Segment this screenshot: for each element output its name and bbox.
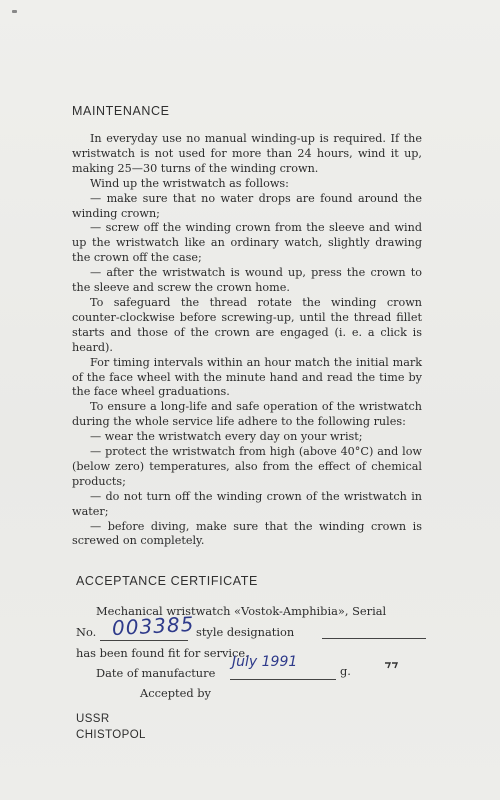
date-handwritten: July 1991 (232, 654, 298, 670)
paragraph: In everyday use no manual winding-up is required. If the wristwatch is not used for more than 24 hours, wind it up, making 25—30 turns of the winding crown. (72, 132, 422, 175)
maintenance-heading: MAINTENANCE (72, 104, 170, 118)
paragraph: — before diving, make sure that the winding crown is screwed on completely. (72, 519, 422, 548)
style-blank (322, 638, 426, 639)
acceptance-heading: ACCEPTANCE CERTIFICATE (76, 574, 258, 588)
ink-mark (384, 654, 398, 662)
paragraph: — after the wristwatch is wound up, press the crown to the sleeve and screw the crown home. (72, 266, 422, 295)
maintenance-body (72, 132, 422, 549)
footer-country: USSR (76, 713, 110, 725)
paragraph: For timing intervals within an hour match the initial mark of the face wheel with the minute hand and read the time by the face wheel graduations. (72, 355, 422, 399)
accepted-label: Accepted by (140, 686, 211, 700)
paragraph: — protect the wristwatch from high (above 40°C) and low (below zero) temperatures, also from the effect of chemical products; (72, 445, 422, 488)
serial-blank (100, 640, 188, 641)
corner-mark (12, 10, 17, 13)
certificate-line: Mechanical wristwatch «Vostok-Amphibia», Serial (96, 604, 387, 618)
paragraph: — wear the wristwatch every day on your wrist; (90, 430, 363, 444)
paragraph: To safeguard the thread rotate the winding crown counter-clockwise before screwing-up, until the thread fillet starts and those of the crown are engaged (i. e. a click is heard). (72, 295, 422, 354)
date-label: Date of manufacture (96, 666, 216, 680)
paragraph: — do not turn off the winding crown of the wristwatch in water; (72, 489, 422, 518)
serial-handwritten: 003385 (111, 611, 195, 641)
paragraph: Wind up the wristwatch as follows: (90, 176, 289, 190)
paragraph: — make sure that no water drops are found around the winding crown; (72, 191, 422, 220)
footer-city: CHISTOPOL (76, 729, 146, 741)
style-label: style designation (196, 625, 295, 639)
serial-label: No. (76, 625, 97, 639)
paragraph: To ensure a long-life and safe operation of the wristwatch during the whole service life adhere to the following rules: (72, 400, 422, 429)
paragraph: — screw off the winding crown from the sleeve and wind up the wristwatch like an ordinary watch, slightly drawing the crown off the case; (72, 221, 422, 265)
date-blank (230, 679, 336, 680)
date-suffix: g. (340, 664, 351, 678)
fit-statement: has been found fit for service. (76, 646, 249, 660)
